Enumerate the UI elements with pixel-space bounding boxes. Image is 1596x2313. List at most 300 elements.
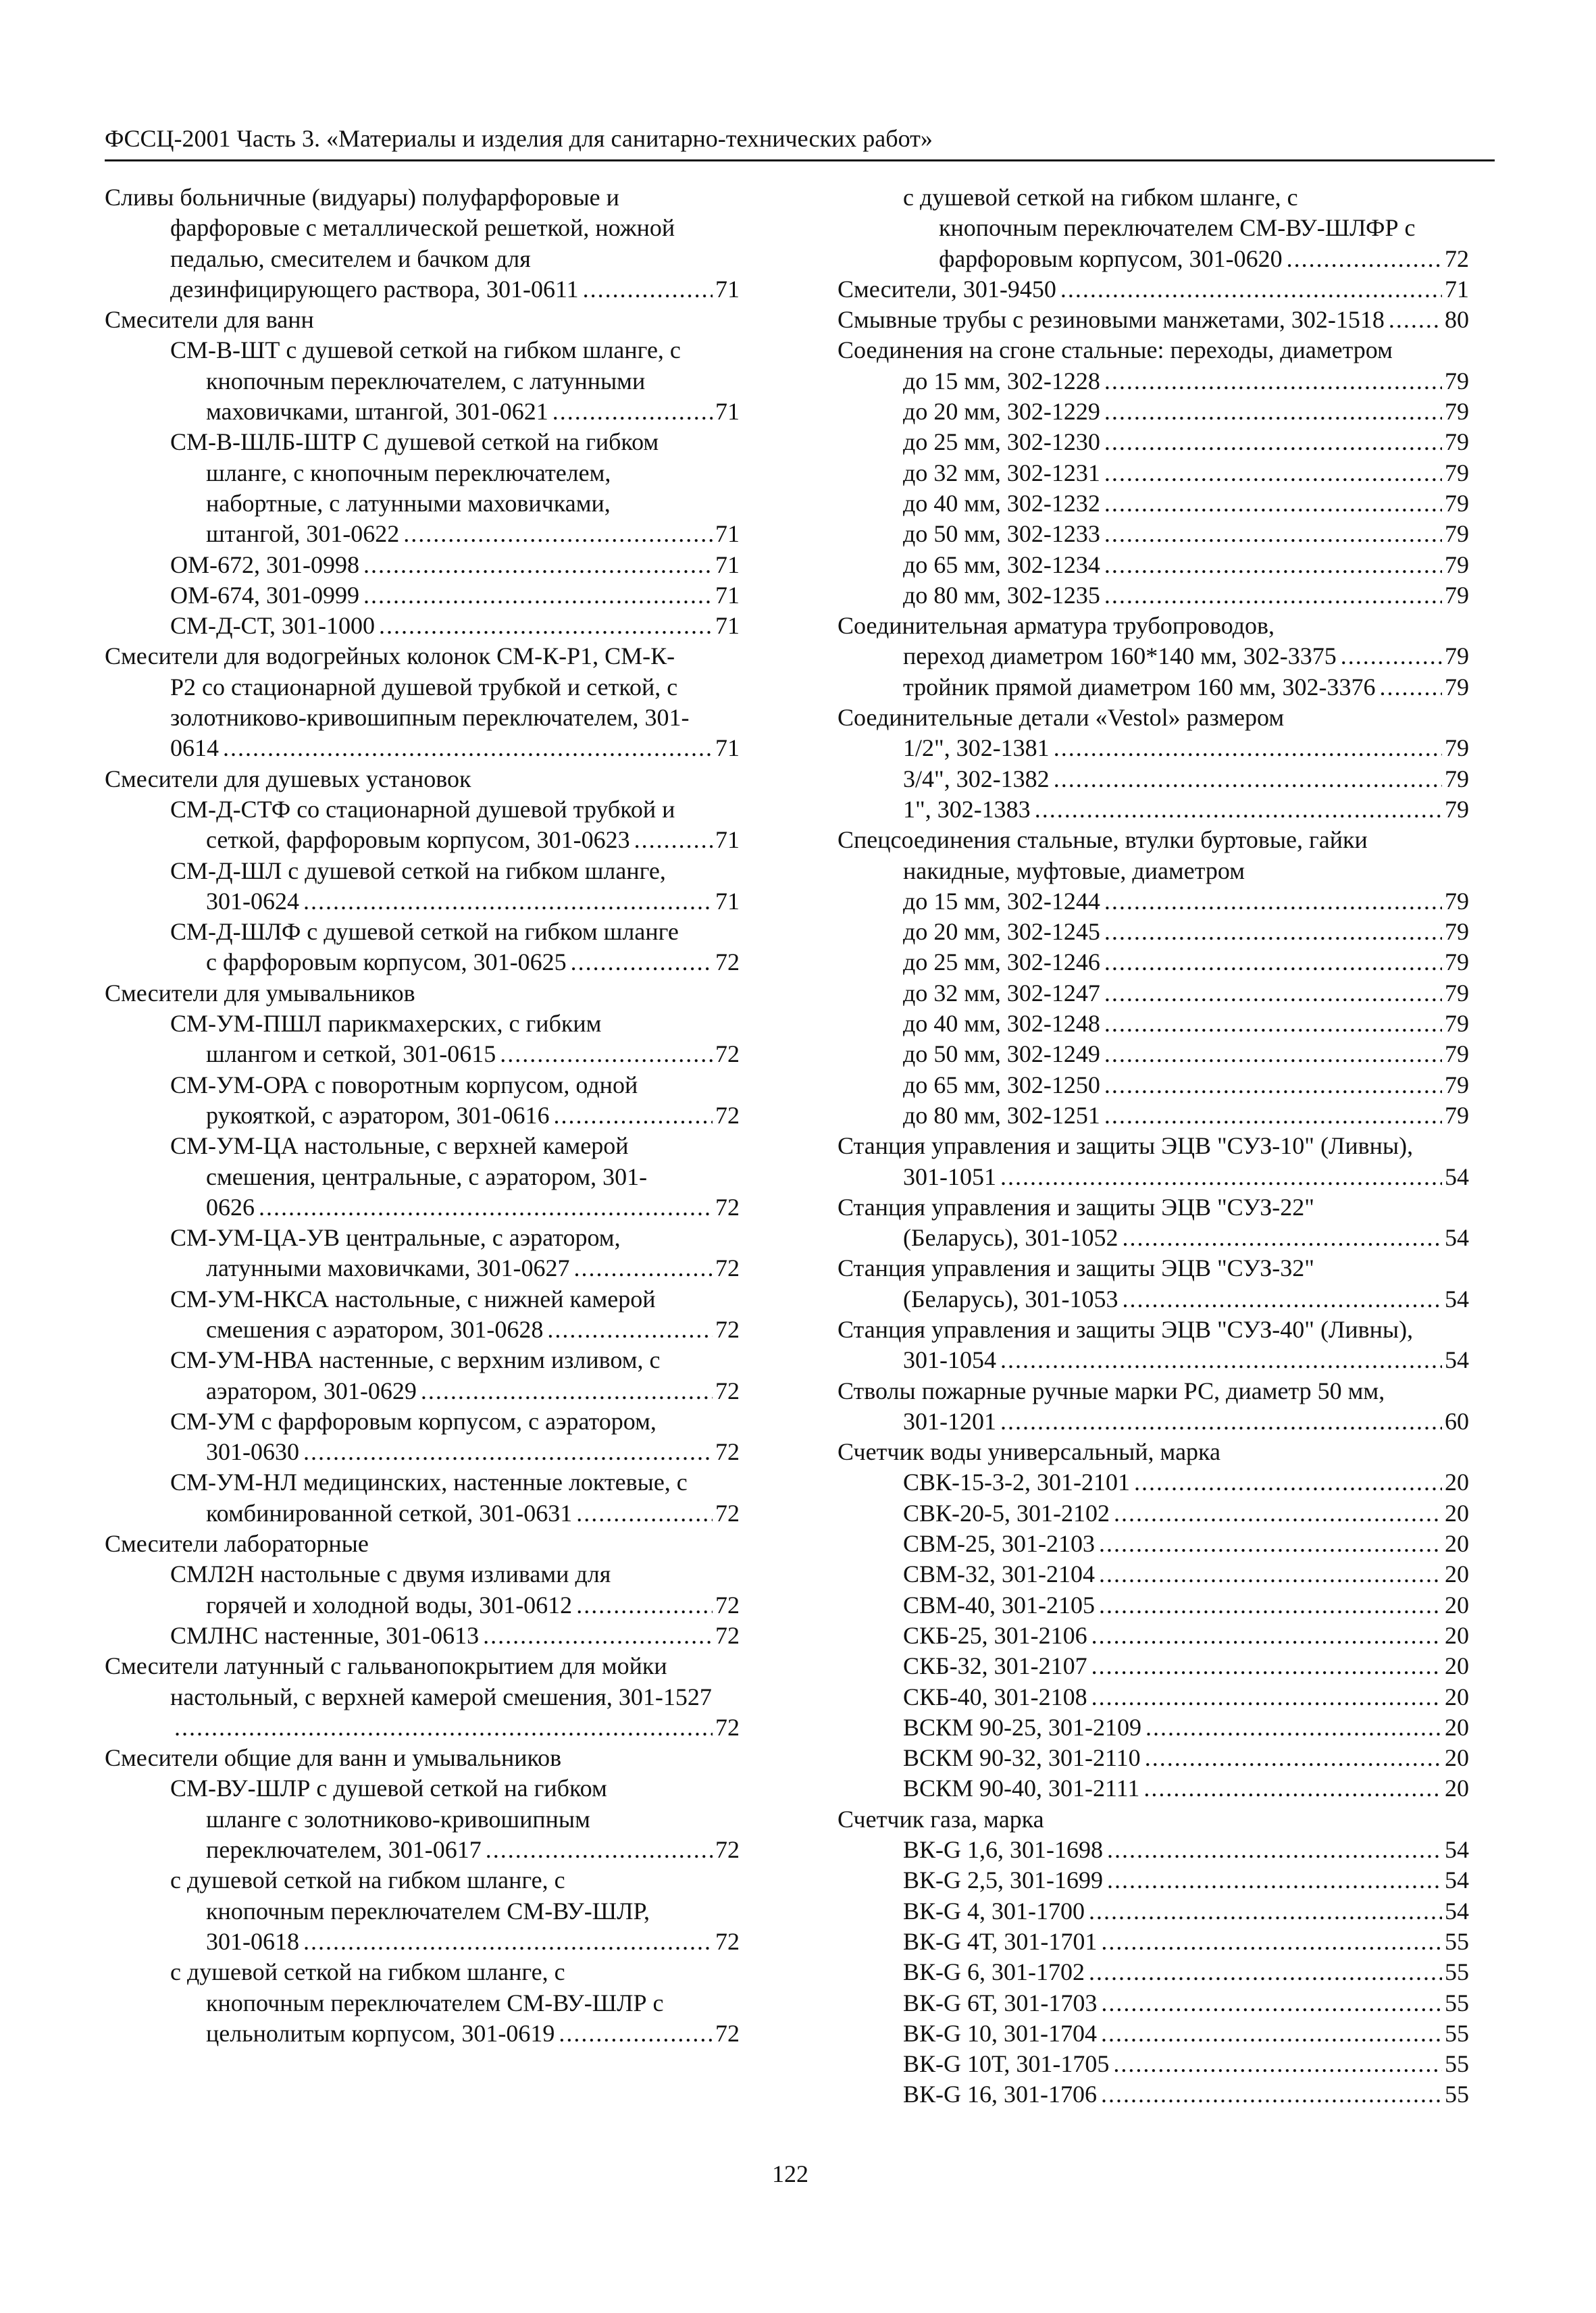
page-ref: 72: [715, 1713, 740, 1741]
index-entry-text: СМ-УМ с фарфоровым корпусом, с аэратором,: [170, 1407, 657, 1435]
index-ref-line: [838, 672, 1469, 703]
index-entry-text: Станция управления и защиты ЭЦВ "СУЗ-10" (Ливны),: [838, 1132, 1414, 1160]
ref-text: СВК-20-5, 301-2102: [903, 1499, 1110, 1527]
index-ref-line: [105, 1039, 740, 1069]
index-ref-line: [105, 1712, 740, 1743]
index-entry: [838, 488, 1469, 519]
ref-text: СВМ-40, 301-2105: [903, 1591, 1096, 1619]
dot-leader: [403, 519, 713, 549]
dot-leader: [1379, 672, 1442, 703]
index-entry: [105, 1345, 740, 1406]
dot-leader: [1287, 244, 1442, 274]
dot-leader: [303, 1927, 713, 1957]
index-entry: [838, 182, 1469, 274]
ref-text: смешения с аэратором, 301-0628: [206, 1315, 544, 1343]
index-ref-line: [105, 1192, 740, 1223]
index-entry-text: шланге, с кнопочным переключателем,: [206, 459, 611, 486]
dot-leader: [552, 397, 713, 427]
page-ref: 71: [715, 581, 740, 609]
ref-text: ВК-G 10Т, 301-1705: [903, 2050, 1110, 2078]
dot-leader: [303, 1437, 713, 1467]
index-entry: [838, 764, 1469, 794]
dot-leader: [1134, 1467, 1442, 1498]
ref-text: до 80 мм, 302-1251: [903, 1101, 1100, 1129]
dot-leader: [1104, 458, 1442, 488]
index-entry: [838, 1498, 1469, 1529]
page-ref: 54: [1445, 1897, 1469, 1925]
page-ref: 54: [1445, 1346, 1469, 1374]
dot-leader: [1060, 274, 1442, 305]
dot-leader: [1099, 1559, 1442, 1590]
page-ref: 72: [1445, 245, 1469, 272]
index-entry: [105, 1621, 740, 1651]
ref-text: ВК-G 10, 301-1704: [903, 2019, 1097, 2047]
ref-text: 301-1051: [903, 1163, 996, 1190]
index-entry-text: СМ-УМ-ЦА-УВ центральные, с аэратором,: [170, 1224, 621, 1252]
index-entry: [838, 1988, 1469, 2018]
ref-text: 0626: [206, 1193, 255, 1221]
index-ref-line: [838, 1223, 1469, 1253]
index-entry-text: СМ-УМ-НВА настенные, с верхним изливом, с: [170, 1346, 661, 1374]
index-entry: [838, 305, 1469, 335]
dot-leader: [1341, 641, 1442, 671]
index-entry-text: СМЛ2Н настольные с двумя изливами для: [170, 1560, 611, 1588]
dot-leader: [1091, 1621, 1442, 1651]
ref-text: СВМ-25, 301-2103: [903, 1530, 1096, 1558]
dot-leader: [634, 825, 713, 855]
dot-leader: [1099, 1590, 1442, 1621]
page-ref: 20: [1445, 1744, 1469, 1772]
index-ref-line: [838, 1651, 1469, 1681]
page-ref: 55: [1445, 1927, 1469, 1955]
dot-leader: [1389, 305, 1442, 335]
page-ref: 72: [715, 948, 740, 976]
dot-leader: [576, 1498, 713, 1529]
index-entry: [838, 1865, 1469, 1896]
page-ref: 71: [715, 398, 740, 426]
index-entry-text: шланге с золотниково-кривошипным: [206, 1805, 590, 1833]
index-entry: [838, 1590, 1469, 1621]
index-entry: [838, 886, 1469, 917]
page-ref: 79: [1445, 367, 1469, 395]
page-ref: 72: [715, 1438, 740, 1466]
page-ref: 79: [1445, 428, 1469, 456]
index-ref-line: [838, 1957, 1469, 1987]
index-entry: [838, 1192, 1469, 1254]
dot-leader: [1101, 1927, 1442, 1957]
index-ref-line: [838, 2049, 1469, 2079]
index-ref-line: [838, 947, 1469, 977]
index-entry: [838, 1559, 1469, 1590]
ref-text: СВМ-32, 301-2104: [903, 1560, 1096, 1588]
ref-text: до 40 мм, 302-1248: [903, 1010, 1100, 1038]
index-entry: [838, 1682, 1469, 1712]
index-entry: [838, 672, 1469, 703]
ref-text: Смесители, 301-9450: [838, 275, 1056, 303]
index-entry: [838, 1621, 1469, 1651]
page-ref: 72: [715, 1193, 740, 1221]
ref-text: ВК-G 6Т, 301-1703: [903, 1989, 1098, 2016]
index-ref-line: [105, 733, 740, 763]
index-entry: [105, 305, 740, 335]
ref-text: до 32 мм, 302-1247: [903, 979, 1100, 1007]
dot-leader: [174, 1712, 713, 1743]
ref-text: (Беларусь), 301-1053: [903, 1285, 1118, 1313]
index-entry: [105, 1865, 740, 1957]
page-ref: 79: [1445, 1101, 1469, 1129]
index-ref-line: [838, 2079, 1469, 2110]
index-entry-text: кнопочным переключателем СМ-ВУ-ШЛФР с: [939, 214, 1416, 242]
index-entry: [105, 1406, 740, 1468]
index-entry: [105, 1957, 740, 2049]
index-entry-text: СМ-УМ-ПШЛ парикмахерских, с гибким: [170, 1010, 602, 1038]
page-ref: 79: [1445, 795, 1469, 823]
ref-text: до 80 мм, 302-1235: [903, 581, 1100, 609]
index-ref-line: [838, 1009, 1469, 1039]
index-entry-text: Соединения на сгоне стальные: переходы, диаметром: [838, 336, 1393, 364]
dot-leader: [574, 1253, 713, 1283]
ref-text: до 20 мм, 302-1245: [903, 918, 1100, 946]
page-ref: 54: [1445, 1866, 1469, 1894]
page-ref: 80: [1445, 306, 1469, 334]
dot-leader: [1000, 1345, 1442, 1375]
index-entry: [838, 1529, 1469, 1559]
ref-text: 0614: [170, 734, 219, 762]
ref-text: СМЛНС настенные, 301-0613: [170, 1621, 480, 1649]
ref-text: до 15 мм, 302-1228: [903, 367, 1100, 395]
ref-text: ВСКМ 90-40, 301-2111: [903, 1775, 1140, 1802]
index-ref-line: [838, 244, 1469, 274]
index-entry: [105, 641, 740, 763]
page-ref: 20: [1445, 1469, 1469, 1496]
dot-leader: [1101, 2079, 1442, 2110]
index-ref-line: [838, 2018, 1469, 2049]
dot-leader: [1104, 519, 1442, 549]
ref-text: Смывные трубы с резиновыми манжетами, 302-1518: [838, 306, 1385, 334]
index-ref-line: [838, 1865, 1469, 1896]
index-ref-line: [838, 1682, 1469, 1712]
ref-text: с фарфоровым корпусом, 301-0625: [206, 948, 567, 976]
index-entry: [838, 703, 1469, 733]
ref-text: 301-1201: [903, 1407, 996, 1435]
ref-text: до 15 мм, 302-1244: [903, 887, 1100, 915]
page-ref: 79: [1445, 673, 1469, 701]
index-entry-text: Станция управления и защиты ЭЦВ "СУЗ-40" (Ливны),: [838, 1315, 1414, 1343]
index-entry-text: Счетчик воды универсальный, марка: [838, 1438, 1220, 1466]
index-entry: [838, 794, 1469, 825]
dot-leader: [363, 550, 713, 580]
index-entry: [838, 947, 1469, 977]
index-ref-line: [838, 1162, 1469, 1192]
index-ref-line: [105, 1590, 740, 1621]
page-ref: 79: [1445, 398, 1469, 426]
dot-leader: [483, 1621, 713, 1651]
ref-text: до 25 мм, 302-1246: [903, 948, 1100, 976]
ref-text: ВСКМ 90-32, 301-2110: [903, 1744, 1141, 1772]
ref-text: ВК-G 2,5, 301-1699: [903, 1866, 1103, 1894]
ref-text: 301-1054: [903, 1346, 996, 1374]
index-ref-line: [105, 1315, 740, 1345]
dot-leader: [1054, 764, 1442, 794]
index-ref-line: [105, 580, 740, 611]
dot-leader: [1035, 794, 1442, 825]
ref-text: горячей и холодной воды, 301-0612: [206, 1591, 573, 1619]
dot-leader: [500, 1039, 713, 1069]
index-ref-line: [105, 1498, 740, 1529]
page-ref: 72: [715, 1591, 740, 1619]
page-ref: 79: [1445, 642, 1469, 670]
page-ref: 71: [715, 826, 740, 854]
index-entry-text: кнопочным переключателем СМ-ВУ-ШЛР,: [206, 1897, 650, 1925]
page-ref: 54: [1445, 1836, 1469, 1864]
index-ref-line: [838, 427, 1469, 457]
dot-leader: [1104, 978, 1442, 1009]
page-header: ФССЦ-2001 Часть 3. «Материалы и изделия для санитарно-технических работ»: [105, 125, 933, 152]
index-ref-line: [105, 274, 740, 305]
ref-text: до 65 мм, 302-1250: [903, 1071, 1100, 1098]
index-entry: [838, 1009, 1469, 1039]
dot-leader: [259, 1192, 713, 1223]
page-ref: 20: [1445, 1499, 1469, 1527]
ref-text: переключателем, 301-0617: [206, 1836, 482, 1864]
dot-leader: [1104, 1070, 1442, 1100]
index-ref-line: [105, 1621, 740, 1651]
dot-leader: [421, 1376, 713, 1406]
dot-leader: [1054, 733, 1442, 763]
index-ref-line: [105, 550, 740, 580]
index-entry-text: Смесители для душевых установок: [105, 765, 471, 792]
index-ref-line: [838, 1712, 1469, 1743]
index-ref-line: [838, 733, 1469, 763]
page-ref: 20: [1445, 1775, 1469, 1802]
index-entry: [838, 1437, 1469, 1467]
index-entry-text: с душевой сеткой на гибком шланге, с: [903, 184, 1298, 211]
index-entry: [105, 1009, 740, 1070]
index-entry-text: СМ-В-ШЛБ-ШТР С душевой сеткой на гибком: [170, 428, 659, 456]
index-entry: [105, 764, 740, 794]
dot-leader: [571, 947, 713, 977]
page-ref: 54: [1445, 1285, 1469, 1313]
ref-text: сеткой, фарфоровым корпусом, 301-0623: [206, 826, 630, 854]
index-entry: [838, 1804, 1469, 1835]
index-ref-line: [105, 2018, 740, 2049]
index-entry: [838, 1467, 1469, 1498]
ref-text: ВК-G 1,6, 301-1698: [903, 1836, 1103, 1864]
dot-leader: [1114, 1498, 1442, 1529]
index-entry-text: Смесители для ванн: [105, 306, 314, 334]
ref-text: ВСКМ 90-25, 301-2109: [903, 1713, 1142, 1741]
index-entry-text: с душевой сеткой на гибком шланге, с: [170, 1866, 565, 1894]
index-ref-line: [838, 1743, 1469, 1773]
page-ref: 79: [1445, 887, 1469, 915]
page-ref: 79: [1445, 979, 1469, 1007]
index-entry: [105, 794, 740, 856]
dot-leader: [1104, 550, 1442, 580]
index-entry-text: Р2 со стационарной душевой трубкой и сеткой, с: [170, 673, 678, 701]
index-entry: [105, 1131, 740, 1223]
index-entry: [838, 1100, 1469, 1131]
index-ref-line: [105, 1927, 740, 1957]
ref-text: 1/2", 302-1381: [903, 734, 1050, 762]
index-entry: [105, 1529, 740, 1559]
index-ref-line: [105, 825, 740, 855]
ref-text: СВК-15-3-2, 301-2101: [903, 1469, 1130, 1496]
index-entry: [105, 1743, 740, 1773]
index-ref-line: [838, 1529, 1469, 1559]
page-ref: 60: [1445, 1407, 1469, 1435]
dot-leader: [1000, 1162, 1442, 1192]
dot-leader: [1107, 1865, 1442, 1896]
ref-text: до 50 мм, 302-1233: [903, 520, 1100, 548]
dot-leader: [1104, 397, 1442, 427]
index-ref-line: [838, 1773, 1469, 1804]
index-entry: [105, 1559, 740, 1621]
index-entry-text: СМ-ВУ-ШЛР с душевой сеткой на гибком: [170, 1775, 607, 1802]
ref-text: до 65 мм, 302-1234: [903, 551, 1100, 578]
index-entry-text: Станция управления и защиты ЭЦВ "СУЗ-32": [838, 1254, 1314, 1282]
ref-text: до 20 мм, 302-1229: [903, 398, 1100, 426]
index-entry-text: педалью, смесителем и бачком для: [170, 245, 531, 272]
index-ref-line: [838, 641, 1469, 671]
index-ref-line: [838, 458, 1469, 488]
page-ref: 79: [1445, 1071, 1469, 1098]
index-entry: [105, 978, 740, 1009]
page-ref: 71: [715, 520, 740, 548]
dot-leader: [1104, 427, 1442, 457]
index-entry: [105, 1223, 740, 1284]
page-ref: 79: [1445, 765, 1469, 792]
dot-leader: [1099, 1529, 1442, 1559]
index-ref-line: [105, 947, 740, 977]
dot-leader: [1089, 1896, 1442, 1927]
dot-leader: [1091, 1651, 1442, 1681]
page-ref: 20: [1445, 1683, 1469, 1710]
index-entry-text: СМ-В-ШТ с душевой сеткой на гибком шланге, с: [170, 336, 681, 364]
ref-text: цельнолитым корпусом, 301-0619: [206, 2019, 555, 2047]
page-ref: 72: [715, 1254, 740, 1282]
ref-text: маховичками, штангой, 301-0621: [206, 398, 548, 426]
page-ref: 55: [1445, 1989, 1469, 2016]
index-column-right: [838, 182, 1469, 2110]
index-ref-line: [838, 1345, 1469, 1375]
index-entry-text: Соединительная арматура трубопроводов,: [838, 612, 1275, 640]
page-ref: 55: [1445, 1958, 1469, 1986]
index-entry: [105, 427, 740, 549]
index-ref-line: [838, 1406, 1469, 1437]
dot-leader: [1107, 1835, 1442, 1865]
index-ref-line: [105, 519, 740, 549]
dot-leader: [1104, 917, 1442, 947]
dot-leader: [486, 1835, 713, 1865]
page-ref: 20: [1445, 1652, 1469, 1680]
page-ref: 72: [715, 1315, 740, 1343]
page-ref: 54: [1445, 1224, 1469, 1252]
index-ref-line: [838, 1559, 1469, 1590]
index-entry: [105, 335, 740, 427]
index-entry-text: Соединительные детали «Vestol» размером: [838, 704, 1285, 732]
index-entry-text: СМ-Д-СТФ со стационарной душевой трубкой и: [170, 795, 675, 823]
dot-leader: [1104, 1039, 1442, 1069]
ref-text: до 40 мм, 302-1232: [903, 489, 1100, 517]
index-entry: [838, 1773, 1469, 1804]
index-ref-line: [838, 1621, 1469, 1651]
ref-text: ВК-G 4Т, 301-1701: [903, 1927, 1098, 1955]
page-ref: 55: [1445, 2050, 1469, 2078]
index-entry: [838, 611, 1469, 641]
page-ref: 79: [1445, 551, 1469, 578]
index-entry-text: набортные, с латунными маховичками,: [206, 489, 611, 517]
index-entry: [838, 1835, 1469, 1865]
index-ref-line: [838, 366, 1469, 397]
index-entry: [838, 458, 1469, 488]
index-ref-line: [838, 1927, 1469, 1957]
index-entry-text: Смесители латунный с гальванопокрытием для мойки: [105, 1652, 667, 1680]
ref-text: 301-0618: [206, 1927, 299, 1955]
dot-leader: [1000, 1406, 1442, 1437]
index-entry: [838, 825, 1469, 886]
dot-leader: [559, 2018, 713, 2049]
index-ref-line: [838, 1070, 1469, 1100]
index-ref-line: [838, 917, 1469, 947]
index-entry-text: СМ-Д-ШЛФ с душевой сеткой на гибком шланге: [170, 918, 679, 946]
index-ref-line: [838, 550, 1469, 580]
index-ref-line: [105, 611, 740, 641]
index-entry-text: золотниково-кривошипным переключателем, 301-: [170, 704, 690, 732]
index-entry-text: Смесители для умывальников: [105, 979, 415, 1007]
index-entry: [838, 2049, 1469, 2079]
page-ref: 72: [715, 1927, 740, 1955]
index-ref-line: [838, 580, 1469, 611]
page-ref: 71: [715, 734, 740, 762]
index-ref-line: [838, 1100, 1469, 1131]
dot-leader: [1101, 2018, 1442, 2049]
page-ref: 79: [1445, 1010, 1469, 1038]
ref-text: ВК-G 16, 301-1706: [903, 2081, 1097, 2108]
index-entry: [838, 366, 1469, 397]
index-entry: [838, 978, 1469, 1009]
index-entry-text: Стволы пожарные ручные марки РС, диаметр 50 мм,: [838, 1377, 1385, 1404]
index-ref-line: [838, 305, 1469, 335]
index-entry: [838, 580, 1469, 611]
dot-leader: [363, 580, 713, 611]
page-ref: 55: [1445, 2081, 1469, 2108]
page-ref: 79: [1445, 581, 1469, 609]
index-entry: [838, 917, 1469, 947]
ref-text: СМ-Д-СТ, 301-1000: [170, 612, 375, 640]
index-entry: [838, 2018, 1469, 2049]
index-ref-line: [838, 1835, 1469, 1865]
ref-text: 1", 302-1383: [903, 795, 1031, 823]
index-entry-text: СМ-УМ-ОРА с поворотным корпусом, одной: [170, 1071, 638, 1098]
dot-leader: [1143, 1773, 1442, 1804]
index-entry-text: накидные, муфтовые, диаметром: [903, 857, 1245, 884]
dot-leader: [1145, 1712, 1442, 1743]
index-entry: [105, 1467, 740, 1529]
ref-text: рукояткой, с аэратором, 301-0616: [206, 1101, 550, 1129]
ref-text: ОМ-672, 301-0998: [170, 551, 359, 578]
index-entry: [838, 1712, 1469, 1743]
index-entry: [838, 1253, 1469, 1315]
dot-leader: [1104, 1009, 1442, 1039]
page-ref: 20: [1445, 1560, 1469, 1588]
index-ref-line: [838, 1590, 1469, 1621]
dot-leader: [1089, 1957, 1442, 1987]
ref-text: 3/4", 302-1382: [903, 765, 1050, 792]
dot-leader: [576, 1590, 713, 1621]
index-ref-line: [838, 1896, 1469, 1927]
page-ref: 72: [715, 2019, 740, 2047]
index-entry: [838, 335, 1469, 365]
